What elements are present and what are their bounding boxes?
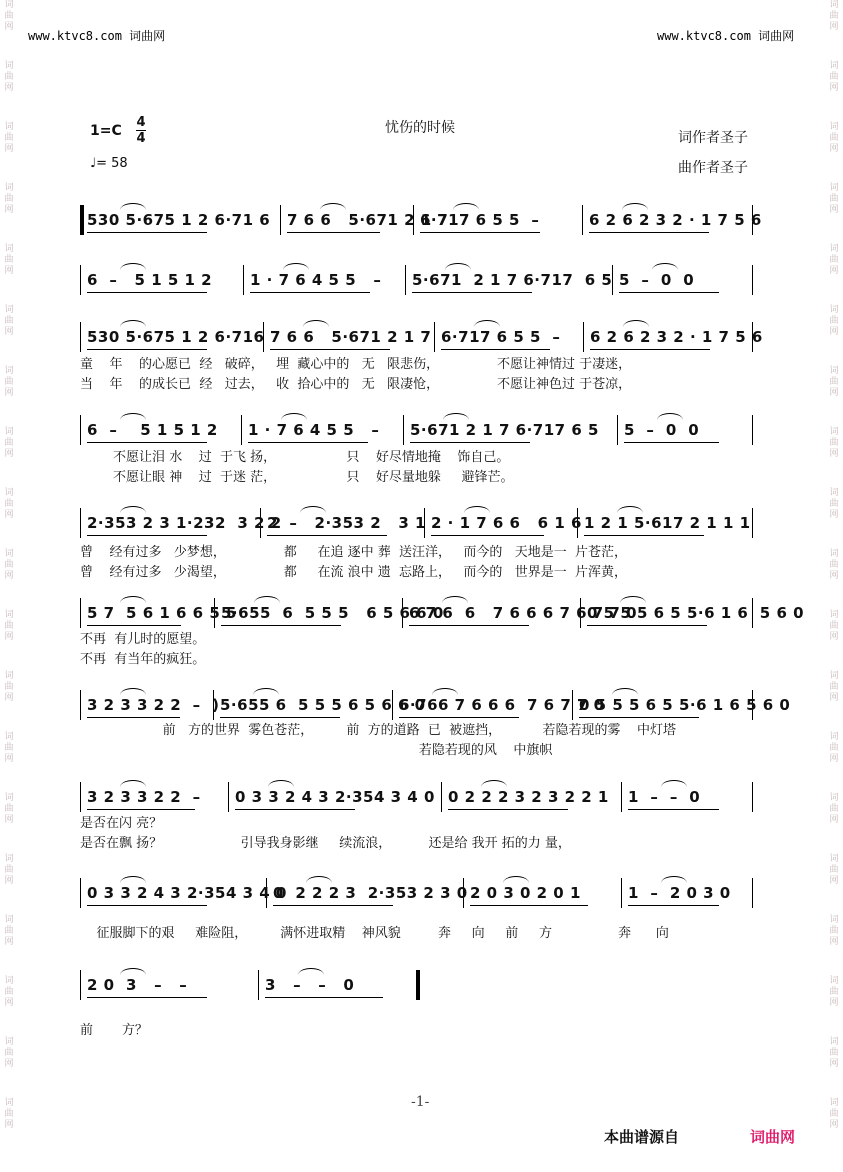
notation-staff <box>80 415 760 445</box>
watermark-char: 曲 <box>4 255 14 265</box>
watermark-char: 网 <box>4 327 14 337</box>
measure-notes: 6·717 6 5 5 – <box>441 328 561 346</box>
watermark-char: 词 <box>829 854 839 864</box>
watermark-char: 网 <box>4 144 14 154</box>
left-margin-watermark <box>2 0 16 1172</box>
watermark-char: 曲 <box>4 621 14 631</box>
watermark-char: 网 <box>4 510 14 520</box>
watermark-char: 网 <box>829 144 839 154</box>
watermark-char: 网 <box>829 1059 839 1069</box>
measure-notes: 5·655 6 5 5 5 6 5 6 6 0 <box>220 696 426 714</box>
bar-line <box>243 265 244 295</box>
watermark-char: 词 <box>4 1098 14 1108</box>
beam-underline <box>270 349 390 350</box>
watermark-char: 曲 <box>829 255 839 265</box>
measure-notes: 5·671 2 1 7 6·717 6 5 <box>410 421 599 439</box>
site-url-right[interactable]: www.ktvc8.com 词曲网 <box>657 29 795 43</box>
bar-line <box>80 265 81 295</box>
slur-mark <box>120 968 146 975</box>
watermark-char: 词 <box>829 244 839 254</box>
measure-notes: 6 – 5 1 5 1 2 <box>87 271 213 289</box>
slur-mark <box>652 263 678 270</box>
slur-mark <box>503 876 529 883</box>
measure-notes: 6 7 6 6 7 6 6 6 7 6 7 7 0 <box>409 604 638 622</box>
watermark-char: 词 <box>829 1098 839 1108</box>
watermark-char: 曲 <box>4 682 14 692</box>
slur-mark <box>120 596 146 603</box>
bar-line <box>80 782 81 812</box>
beam-underline <box>87 535 207 536</box>
watermark-char: 网 <box>829 205 839 215</box>
watermark-char: 曲 <box>829 194 839 204</box>
watermark-char: 网 <box>829 571 839 581</box>
notation-staff <box>80 205 760 235</box>
beam-underline <box>587 625 707 626</box>
watermark-char: 网 <box>829 632 839 642</box>
notation-staff <box>80 598 805 628</box>
beam-underline <box>87 809 195 810</box>
watermark-char: 曲 <box>829 133 839 143</box>
bar-line <box>434 322 435 352</box>
beam-underline <box>412 292 532 293</box>
slur-mark <box>120 263 146 270</box>
beam-underline <box>420 232 540 233</box>
bar-line <box>228 782 229 812</box>
beam-underline <box>87 997 207 998</box>
watermark-char: 网 <box>829 815 839 825</box>
slur-mark <box>120 506 146 513</box>
measure-notes: 5 – 0 0 <box>619 271 695 289</box>
watermark-char: 曲 <box>829 621 839 631</box>
site-url-left[interactable]: www.ktvc8.com 词曲网 <box>28 29 166 43</box>
measure-notes: 530 5·675 1 2 6·71 6 <box>87 211 271 229</box>
watermark-char: 词 <box>829 1037 839 1047</box>
lyric-line: 是否在闪 亮？ <box>80 816 163 831</box>
watermark-char: 词 <box>4 671 14 681</box>
watermark-char: 曲 <box>829 560 839 570</box>
beam-underline <box>441 349 550 350</box>
watermark-char: 网 <box>829 1120 839 1130</box>
beam-underline <box>265 997 383 998</box>
lyric-line: 征服脚下的艰 难险阻， 满怀进取精 神风貌 奔 向 前 方 奔 向 <box>80 926 669 941</box>
bar-line <box>441 782 442 812</box>
beam-underline <box>399 717 519 718</box>
source-label: 本曲谱源自 <box>604 1128 680 1146</box>
notation-staff <box>80 265 760 295</box>
watermark-char: 网 <box>829 693 839 703</box>
slur-mark <box>453 203 479 210</box>
composer-credit: 曲作者圣子 <box>678 160 748 176</box>
measure-notes: 2 0 3 0 2 0 1 <box>470 884 581 902</box>
lyric-line: 曾 经有过多 少渴望， 都 在流 浪中 遗 忘路上， 而今的 世界是一 片浑黄， <box>80 565 628 580</box>
beam-underline <box>579 717 699 718</box>
bar-line <box>752 265 753 295</box>
watermark-char: 网 <box>829 327 839 337</box>
slur-mark <box>464 506 490 513</box>
bar-line <box>582 205 583 235</box>
lyric-line: 不再 有当年的疯狂。 <box>80 652 206 667</box>
watermark-char: 网 <box>829 266 839 276</box>
beam-underline <box>589 232 709 233</box>
meter-top: 4 <box>136 115 146 130</box>
slur-mark <box>661 876 687 883</box>
bar-line <box>621 782 622 812</box>
notation-staff <box>80 878 760 908</box>
watermark-char: 词 <box>4 244 14 254</box>
measure-notes: 0 5 5 5 6 5 5·6 1 6 5 6 0 <box>587 604 805 622</box>
beam-underline <box>624 442 719 443</box>
watermark-char: 词 <box>829 671 839 681</box>
watermark-char: 词 <box>829 427 839 437</box>
bar-line <box>617 415 618 445</box>
measure-notes: 2·353 2 3 1·232 3 2 2 <box>87 514 282 532</box>
measure-notes: 1 · 7 6 4 5 5 – <box>250 271 382 289</box>
measure-notes: 3 – – 0 <box>265 976 355 994</box>
beam-underline <box>448 809 568 810</box>
watermark-char: 网 <box>4 571 14 581</box>
measure-notes: 7 6 6 5·671 2 1 7 <box>287 211 449 229</box>
watermark-char: 词 <box>829 61 839 71</box>
watermark-char: 词 <box>829 183 839 193</box>
slur-mark <box>661 780 687 787</box>
lyric-line: 是否在飘 扬？ 引导我身影继 续流浪， 还是给 我开 拓的力 量， <box>80 836 571 851</box>
measure-notes: 3 2 3 3 2 2 – <box>87 788 201 806</box>
beam-underline <box>628 905 719 906</box>
slur-mark <box>320 203 346 210</box>
measure-notes: 6·766 7 6 6 6 7 6 7 7 0 <box>399 696 605 714</box>
bar-line <box>80 878 81 908</box>
watermark-char: 词 <box>829 793 839 803</box>
slur-mark <box>120 413 146 420</box>
watermark-char: 曲 <box>829 499 839 509</box>
watermark-char: 曲 <box>4 377 14 387</box>
watermark-char: 词 <box>829 305 839 315</box>
bar-line <box>752 508 753 538</box>
measure-notes: 6 2 6 2 3 2 · 1 7 5 6 <box>589 211 762 229</box>
beam-underline <box>248 442 368 443</box>
bar-line <box>80 598 81 628</box>
slur-mark <box>474 320 500 327</box>
slur-mark <box>442 596 468 603</box>
watermark-char: 词 <box>829 610 839 620</box>
watermark-char: 曲 <box>4 804 14 814</box>
meter-bottom: 4 <box>136 131 146 146</box>
slur-mark <box>120 780 146 787</box>
tempo-marking: ♩= 58 <box>90 156 128 171</box>
notation-staff <box>80 782 760 812</box>
beam-underline <box>619 292 719 293</box>
watermark-char: 词 <box>4 915 14 925</box>
measure-notes: 0 3 3 2 4 3 2·354 3 4 0 <box>87 884 287 902</box>
watermark-char: 词 <box>4 183 14 193</box>
slur-mark <box>281 413 307 420</box>
watermark-char: 曲 <box>829 72 839 82</box>
watermark-char: 网 <box>829 754 839 764</box>
slur-mark <box>253 688 279 695</box>
time-signature <box>136 116 146 145</box>
bar-line <box>80 690 81 720</box>
slur-mark <box>612 688 638 695</box>
slur-mark <box>303 320 329 327</box>
beam-underline <box>590 349 710 350</box>
bar-line <box>80 415 81 445</box>
slur-mark <box>657 413 683 420</box>
page-number: -1- <box>411 1094 430 1110</box>
beam-underline <box>235 809 355 810</box>
watermark-char: 词 <box>4 488 14 498</box>
watermark-char: 网 <box>4 876 14 886</box>
notation-staff <box>80 970 760 1000</box>
lyric-line: 当 年 的成长已 经 过去， 收 拾心中的 无 限凄怆， 不愿让神色过 于苍凉， <box>80 377 632 392</box>
slur-mark <box>617 506 643 513</box>
watermark-char: 词 <box>829 0 839 10</box>
watermark-char: 词 <box>4 854 14 864</box>
lyric-line: 前 方的世界 雾色苍茫， 前 方的道路 已 被遮挡， 若隐若现的雾 中灯塔 <box>80 723 677 738</box>
measure-notes: 1 · 7 6 4 5 5 – <box>248 421 380 439</box>
watermark-char: 词 <box>4 1037 14 1047</box>
lyric-line: 不再 有儿时的愿望。 <box>80 632 206 647</box>
measure-notes: 2 · 1 7 6 6 6 1 6 <box>431 514 582 532</box>
notation-staff <box>80 322 763 352</box>
watermark-char: 网 <box>829 22 839 32</box>
measure-notes: 1 2 1 5·617 2 1 1 1 <box>584 514 751 532</box>
beam-underline <box>250 292 370 293</box>
watermark-char: 曲 <box>829 987 839 997</box>
watermark-char: 词 <box>4 976 14 986</box>
watermark-char: 词 <box>4 549 14 559</box>
beam-underline <box>273 905 393 906</box>
measure-notes: 6 – 5 1 5 1 2 <box>87 421 218 439</box>
watermark-char: 网 <box>4 815 14 825</box>
watermark-char: 曲 <box>829 438 839 448</box>
slur-mark <box>283 263 309 270</box>
measure-notes: 1 – 2 0 3 0 <box>628 884 731 902</box>
beam-underline <box>221 625 341 626</box>
watermark-char: 词 <box>4 122 14 132</box>
source-brand-link[interactable]: 词曲网 <box>750 1128 796 1146</box>
measure-notes: 7 6 6 5·671 2 1 7 <box>270 328 432 346</box>
slur-mark <box>268 780 294 787</box>
watermark-char: 曲 <box>4 133 14 143</box>
beam-underline <box>431 535 544 536</box>
beam-underline <box>87 905 207 906</box>
song-title: 忧伤的时候 <box>385 120 455 136</box>
notation-staff <box>80 508 760 538</box>
watermark-char: 网 <box>4 1059 14 1069</box>
watermark-char: 网 <box>829 83 839 93</box>
watermark-char: 网 <box>829 510 839 520</box>
slur-mark <box>443 413 469 420</box>
bar-line <box>752 415 753 445</box>
beam-underline <box>410 442 530 443</box>
lyricist-credit: 词作者圣子 <box>678 130 748 146</box>
watermark-char: 词 <box>4 427 14 437</box>
watermark-char: 曲 <box>4 743 14 753</box>
watermark-char: 曲 <box>4 72 14 82</box>
watermark-char: 曲 <box>4 987 14 997</box>
measure-notes: 2 0 3 – – <box>87 976 188 994</box>
beam-underline <box>628 809 719 810</box>
watermark-char: 曲 <box>4 926 14 936</box>
right-margin-watermark <box>827 0 841 1172</box>
watermark-char: 网 <box>829 388 839 398</box>
measure-notes: 5·655 6 5 5 5 6 5 6 6 0 <box>221 604 444 622</box>
bar-line <box>752 878 753 908</box>
watermark-char: 曲 <box>829 743 839 753</box>
measure-notes: 6 2 6 2 3 2 · 1 7 5 6 <box>590 328 763 346</box>
slur-mark <box>306 876 332 883</box>
watermark-char: 曲 <box>4 316 14 326</box>
watermark-char: 网 <box>829 876 839 886</box>
watermark-char: 曲 <box>4 1048 14 1058</box>
measure-notes: 0 2 2 2 3 2 3 2 2 1 <box>448 788 609 806</box>
measure-notes: 6·717 6 5 5 – <box>420 211 540 229</box>
key-signature: 1=C <box>90 123 122 139</box>
watermark-char: 词 <box>829 549 839 559</box>
slur-mark <box>120 203 146 210</box>
watermark-char: 网 <box>4 22 14 32</box>
slur-mark <box>622 203 648 210</box>
beam-underline <box>87 625 181 626</box>
slur-mark <box>623 320 649 327</box>
lyric-line: 不愿让眼 神 过 于迷 茫， 只 好尽量地躲 避锋芒。 <box>80 470 514 485</box>
watermark-char: 词 <box>4 366 14 376</box>
bar-line <box>583 322 584 352</box>
measure-notes: 0 5 5 5 6 5 5·6 1 6 5 6 0 <box>579 696 791 714</box>
beam-underline <box>87 717 180 718</box>
watermark-char: 曲 <box>4 194 14 204</box>
bar-line <box>80 322 81 352</box>
watermark-char: 词 <box>829 915 839 925</box>
measure-notes: 5·671 2 1 7 6·717 6 5 <box>412 271 613 289</box>
beam-underline <box>87 232 207 233</box>
bar-line <box>80 205 84 235</box>
watermark-char: 曲 <box>829 377 839 387</box>
watermark-char: 曲 <box>4 560 14 570</box>
watermark-char: 词 <box>4 305 14 315</box>
measure-notes: 0 3 3 2 4 3 2·354 3 4 0 <box>235 788 435 806</box>
watermark-char: 网 <box>4 388 14 398</box>
watermark-char: 曲 <box>4 1109 14 1119</box>
slur-mark <box>432 688 458 695</box>
beam-underline <box>87 349 207 350</box>
watermark-char: 词 <box>829 488 839 498</box>
beam-underline <box>87 292 207 293</box>
watermark-char: 网 <box>4 266 14 276</box>
beam-underline <box>584 535 704 536</box>
watermark-char: 词 <box>4 793 14 803</box>
watermark-char: 曲 <box>829 1109 839 1119</box>
slur-mark <box>481 780 507 787</box>
slur-mark <box>120 876 146 883</box>
watermark-char: 曲 <box>829 865 839 875</box>
watermark-char: 词 <box>829 122 839 132</box>
measure-notes: 2 – 2·353 2 3 1 <box>267 514 426 532</box>
bar-line <box>405 265 406 295</box>
measure-notes: 530 5·675 1 2 6·716 <box>87 328 265 346</box>
watermark-char: 词 <box>829 366 839 376</box>
beam-underline <box>409 625 529 626</box>
watermark-char: 网 <box>4 632 14 642</box>
watermark-char: 网 <box>4 693 14 703</box>
watermark-char: 词 <box>4 61 14 71</box>
bar-line <box>621 878 622 908</box>
bar-line <box>403 415 404 445</box>
bar-line <box>80 970 81 1000</box>
watermark-char: 词 <box>829 976 839 986</box>
watermark-char: 曲 <box>4 11 14 21</box>
watermark-char: 词 <box>4 0 14 10</box>
bar-line <box>752 782 753 812</box>
bar-line <box>80 508 81 538</box>
watermark-char: 网 <box>4 937 14 947</box>
watermark-char: 曲 <box>4 438 14 448</box>
lyric-line: 若隐若现的风 中旗帜 <box>80 743 553 758</box>
watermark-char: 网 <box>4 1120 14 1130</box>
measure-notes: 5 – 0 0 <box>624 421 700 439</box>
beam-underline <box>87 442 207 443</box>
watermark-char: 网 <box>829 937 839 947</box>
slur-mark <box>445 263 471 270</box>
watermark-char: 曲 <box>4 865 14 875</box>
slur-mark <box>620 596 646 603</box>
watermark-char: 曲 <box>829 682 839 692</box>
beam-underline <box>287 232 380 233</box>
slur-mark <box>120 320 146 327</box>
bar-line <box>241 415 242 445</box>
watermark-char: 网 <box>829 449 839 459</box>
measure-notes: 1 – – 0 <box>628 788 701 806</box>
measure-notes: 0 2 2 2 3 2·353 2 3 0 <box>273 884 468 902</box>
watermark-char: 网 <box>829 998 839 1008</box>
lyric-line: 童 年 的心愿已 经 破碎， 埋 藏心中的 无 限悲伤， 不愿让神情过 于凄迷， <box>80 357 632 372</box>
watermark-char: 曲 <box>829 1048 839 1058</box>
measure-notes: 5 7 5 6 1 6 6 5 5 <box>87 604 237 622</box>
bar-line <box>280 205 281 235</box>
watermark-char: 网 <box>4 83 14 93</box>
watermark-char: 网 <box>4 754 14 764</box>
notation-staff <box>80 690 791 720</box>
slur-mark <box>300 506 326 513</box>
beam-underline <box>267 535 387 536</box>
beam-underline <box>220 717 340 718</box>
lyric-line: 不愿让泪 水 过 于飞 扬， 只 好尽情地掩 饰自己。 <box>80 450 510 465</box>
bar-line <box>416 970 420 1000</box>
slur-mark <box>298 968 324 975</box>
watermark-char: 曲 <box>4 499 14 509</box>
watermark-char: 曲 <box>829 11 839 21</box>
watermark-char: 网 <box>4 998 14 1008</box>
watermark-char: 词 <box>4 610 14 620</box>
watermark-char: 曲 <box>829 804 839 814</box>
bar-line <box>258 970 259 1000</box>
watermark-char: 词 <box>4 732 14 742</box>
slur-mark <box>254 596 280 603</box>
watermark-char: 曲 <box>829 926 839 936</box>
watermark-char: 词 <box>829 732 839 742</box>
watermark-char: 曲 <box>829 316 839 326</box>
watermark-char: 网 <box>4 449 14 459</box>
watermark-char: 网 <box>4 205 14 215</box>
beam-underline <box>470 905 588 906</box>
lyric-line: 前 方？ <box>80 1023 148 1038</box>
slur-mark <box>120 688 146 695</box>
lyric-line: 曾 经有过多 少梦想， 都 在追 逐中 葬 送汪洋， 而今的 天地是一 片苍茫， <box>80 545 628 560</box>
measure-notes: 3 2 3 3 2 2 – ) <box>87 696 220 714</box>
